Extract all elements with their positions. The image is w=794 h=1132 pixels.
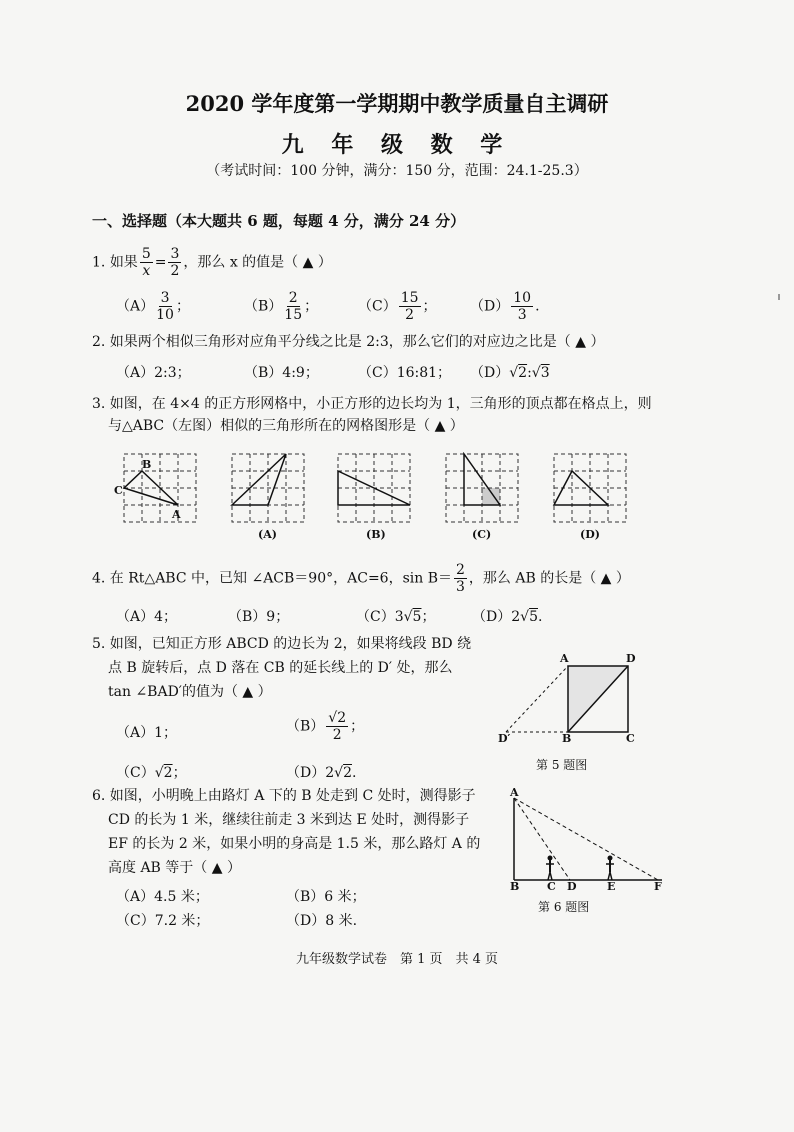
q5-option-b-label: （B） — [286, 718, 325, 735]
q1-option-a-sep: ； — [175, 298, 190, 315]
q5-option-b-num: √2 — [328, 710, 347, 726]
q1-option-d-label: （D） — [470, 298, 510, 315]
q6-caption: 第 6 题图 — [538, 900, 590, 914]
q1-option-d-fraction — [511, 290, 533, 323]
question-5-line-2: 点 B 旋转后，点 D 落在 CB 的延长线上的 D′ 处，那么 — [108, 660, 453, 676]
q3-grid-b[interactable] — [336, 452, 412, 524]
q1-option-d-end: . — [535, 298, 540, 315]
q4-option-b[interactable]: （B）9； — [228, 609, 290, 625]
q4-option-d[interactable] — [472, 606, 542, 626]
q4-option-c-pre: （C）3√ — [356, 609, 413, 625]
q4-frac-den: 3 — [456, 579, 465, 595]
question-3-line-2: 与△ABC（左图）相似的三角形所在的网格图形是（ ▲ ） — [108, 418, 464, 434]
q5-option-b-den: 2 — [332, 727, 342, 743]
q1-fraction-2 — [168, 246, 181, 279]
q6-person-e — [606, 856, 614, 881]
q1-f2-den: 2 — [170, 263, 180, 279]
q5-option-c-end: ； — [172, 765, 187, 781]
q3-grid-original — [122, 452, 198, 524]
question-4 — [92, 562, 630, 595]
q6-point-c: C — [547, 880, 556, 893]
q4-option-c-radicand: 5 — [412, 609, 422, 625]
q1-option-b[interactable] — [244, 290, 318, 323]
q1-pre: 如果 — [109, 254, 138, 271]
q1-option-a[interactable] — [116, 290, 190, 323]
q3-label-c: (C) — [472, 528, 492, 541]
q5-option-b[interactable] — [286, 710, 364, 743]
q6-point-b: B — [510, 880, 520, 893]
q3-vertex-c: C — [114, 484, 123, 497]
q5-option-c-radicand: 2 — [163, 765, 173, 781]
q2-option-d-pre: （D）√ — [470, 365, 519, 381]
q1-option-b-fraction — [284, 290, 302, 323]
question-6-line-2: CD 的长为 1 米，继续往前走 3 米到达 E 处时，测得影子 — [108, 812, 470, 828]
q3-label-a: (A) — [258, 528, 277, 541]
q1-option-c-num: 15 — [400, 290, 419, 306]
scan-mark — [778, 294, 780, 300]
q4-pre: 4. 在 Rt△ABC 中，已知 ∠ACB＝90°，AC=6，sin B＝ — [92, 570, 452, 587]
q3-grid-a-svg — [230, 452, 306, 524]
q4-option-c[interactable] — [356, 606, 435, 626]
q5-point-c: C — [626, 732, 635, 745]
q2-option-d-radicand-a: 2 — [518, 365, 528, 381]
q5-option-d-radicand: 2 — [343, 765, 352, 781]
q3-vertex-b: B — [142, 458, 152, 471]
q5-point-b: B — [562, 732, 572, 745]
q1-option-a-label: （A） — [116, 298, 155, 315]
q1-number: 1. — [92, 254, 106, 271]
question-2: 2. 如果两个相似三角形对应角平分线之比是 2:3，那么它们的对应边之比是（ ▲ ） — [92, 334, 605, 350]
question-6-line-4: 高度 AB 等于（ ▲ ） — [108, 860, 241, 876]
q4-frac-num: 2 — [456, 562, 465, 578]
q6-option-c[interactable]: （C）7.2 米； — [116, 913, 210, 929]
q5-option-c[interactable] — [116, 762, 187, 782]
question-3-line-1: 3. 如图，在 4×4 的正方形网格中，小正方形的边长均为 1，三角形的顶点都在格点上，则 — [92, 396, 652, 412]
question-6-line-1: 6. 如图，小明晚上由路灯 A 下的 B 处走到 C 处时，测得影子 — [92, 788, 476, 804]
q6-point-f: F — [654, 880, 662, 893]
q5-figure — [496, 652, 644, 752]
q1-post: ，那么 x 的值是（ ▲ ） — [183, 254, 332, 271]
q4-option-d-radicand: 5 — [529, 609, 538, 625]
q1-f1-num: 5 — [141, 246, 151, 262]
q1-eq: = — [154, 254, 167, 271]
q5-option-a[interactable]: （A）1； — [116, 725, 178, 741]
q1-option-c-label: （C） — [358, 298, 397, 315]
q1-option-a-den: 10 — [156, 307, 174, 323]
q1-option-d-num: 10 — [513, 290, 532, 306]
question-1 — [92, 246, 332, 279]
exam-info: （考试时间：100 分钟，满分：150 分，范围：24.1-25.3） — [206, 163, 588, 179]
q5-option-d-end: . — [351, 765, 357, 781]
exam-title: 2020 学年度第一学期期中教学质量自主调研 — [185, 91, 609, 116]
q3-grid-c[interactable] — [444, 452, 520, 524]
q6-person-c — [546, 856, 554, 881]
q1-option-b-num: 2 — [288, 290, 298, 306]
q1-option-c-den: 2 — [405, 307, 415, 323]
q1-fraction-1 — [140, 246, 153, 279]
q4-post: ，那么 AB 的长是（ ▲ ） — [468, 570, 630, 587]
q5-point-d: D — [626, 652, 636, 665]
q6-option-d[interactable]: （D）8 米. — [286, 913, 358, 929]
q5-caption: 第 5 题图 — [536, 758, 588, 772]
q3-label-d: (D) — [580, 528, 600, 541]
q1-option-a-fraction — [156, 290, 174, 323]
section-heading: 一、选择题（本大题共 6 题，每题 4 分，满分 24 分） — [92, 212, 466, 230]
q2-option-d-mid: :√ — [527, 365, 541, 381]
q6-figure — [506, 786, 670, 900]
question-5-line-3: tan ∠BAD′的值为（ ▲ ） — [108, 684, 272, 700]
q2-option-a[interactable]: （A）2:3； — [116, 365, 191, 381]
q2-option-d[interactable] — [470, 362, 550, 382]
q2-option-c[interactable]: （C）16:81； — [358, 365, 452, 381]
q3-grid-c-svg — [444, 452, 520, 524]
q5-point-a: A — [560, 652, 569, 665]
q5-option-d-pre: （D）2√ — [286, 765, 344, 781]
q3-grid-d-svg — [552, 452, 628, 524]
q1-f1-den: x — [142, 263, 151, 279]
q6-point-d: D — [567, 880, 577, 893]
q1-option-a-num: 3 — [160, 290, 170, 306]
q6-point-a: A — [510, 786, 519, 799]
q1-option-d-den: 3 — [517, 307, 527, 323]
page-footer: 九年级数学试卷 第 1 页 共 4 页 — [295, 952, 499, 967]
q1-option-b-den: 15 — [284, 307, 303, 323]
question-5-line-1: 5. 如图，已知正方形 ABCD 的边长为 2，如果将线段 BD 绕 — [92, 636, 472, 652]
q4-option-a[interactable]: （A）4； — [116, 609, 178, 625]
q3-label-b: (B) — [366, 528, 386, 541]
q5-option-b-end: ； — [350, 718, 365, 735]
q1-option-c-fraction — [399, 290, 421, 323]
q3-grid-a[interactable] — [230, 452, 306, 524]
q4-fraction — [454, 562, 467, 595]
q4-option-d-end: . — [537, 609, 543, 625]
q2-option-b[interactable]: （B）4:9； — [244, 365, 319, 381]
q5-option-b-fraction — [326, 710, 348, 743]
q1-option-b-label: （B） — [244, 298, 283, 315]
q3-grid-b-svg — [336, 452, 412, 524]
q3-grid-d[interactable] — [552, 452, 628, 524]
q6-option-b[interactable]: （B）6 米； — [286, 889, 366, 905]
question-6-line-3: EF 的长为 2 米，如果小明的身高是 1.5 米，那么路灯 A 的 — [108, 836, 481, 852]
q6-figure-svg — [506, 786, 670, 896]
q6-option-a[interactable]: （A）4.5 米； — [116, 889, 209, 905]
q4-option-c-end: ； — [421, 609, 436, 625]
q4-option-d-pre: （D）2√ — [472, 609, 530, 625]
q5-point-d-prime: D′ — [498, 732, 511, 745]
q1-option-c-sep: ； — [422, 298, 437, 315]
q3-grid-original-svg — [122, 452, 198, 524]
q3-vertex-a: A — [172, 508, 181, 521]
q1-option-c[interactable] — [358, 290, 437, 323]
q6-point-e: E — [607, 880, 616, 893]
q5-option-d[interactable] — [286, 762, 356, 782]
q1-f2-num: 3 — [170, 246, 180, 262]
subject-title: 九 年 级 数 学 — [281, 132, 513, 158]
q2-option-d-radicand-b: 3 — [540, 365, 550, 381]
q1-option-d[interactable] — [470, 290, 540, 323]
q1-option-b-sep: ； — [304, 298, 319, 315]
q5-option-c-pre: （C）√ — [116, 765, 164, 781]
